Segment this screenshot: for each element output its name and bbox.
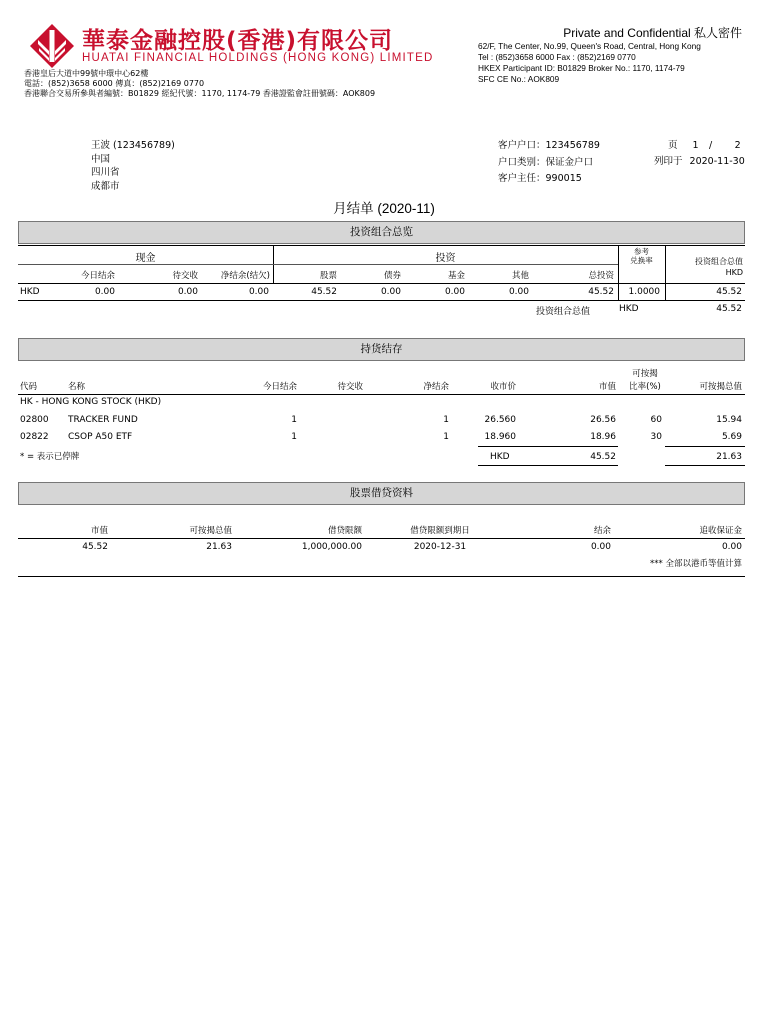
portfolio-summary-currency: HKD — [619, 304, 639, 314]
margin-balance: 0.00 — [590, 542, 611, 552]
customer-province: 四川省 — [91, 167, 120, 178]
portfolio-summary-value: 45.52 — [716, 304, 742, 314]
divider — [665, 465, 745, 466]
holding-net-balance: 1 — [443, 415, 449, 425]
col-close-price: 收市价 — [490, 382, 516, 392]
divider — [18, 283, 745, 284]
divider — [18, 576, 745, 577]
address-line: 香港聯合交易所參與者編號：B01829 經紀代號：1170, 1174-79 香港證監會註冊號碼：AOK809 — [24, 89, 376, 98]
holding-code: 02822 — [20, 432, 49, 442]
holding-close-price: 18.960 — [484, 432, 516, 442]
holding-market-value: 26.56 — [590, 415, 616, 425]
company-address-cn — [24, 69, 375, 99]
print-date-row — [654, 155, 745, 169]
holdings-group-label: HK - HONG KONG STOCK (HKD) — [20, 397, 162, 407]
col-others: 其他 — [511, 271, 529, 281]
company-name-cn: 華泰金融控股(香港)有限公司 — [82, 28, 394, 54]
col-today-balance: 今日结余 — [262, 382, 297, 392]
margin-info-header: 股票借贷资料 — [18, 482, 745, 505]
print-date-label: 列印于 — [654, 156, 683, 167]
fx-rate-header-line1: 参考 — [634, 247, 649, 256]
divider — [18, 300, 745, 301]
holdings-header: 持货结存 — [18, 338, 745, 361]
col-net-balance: 净结余 — [423, 382, 449, 392]
holding-today-balance: 1 — [291, 432, 297, 442]
margin-market-value: 45.52 — [82, 542, 108, 552]
account-label: 客户户口： — [498, 140, 546, 151]
holding-today-balance: 1 — [291, 415, 297, 425]
divider — [665, 446, 745, 447]
cash-header: 现金 — [135, 253, 156, 264]
value-funds: 0.00 — [444, 287, 465, 297]
holding-close-price: 26.560 — [484, 415, 516, 425]
col-bonds: 债券 — [383, 271, 401, 281]
col-pending: 待交收 — [337, 382, 363, 392]
portfolio-total-header — [665, 256, 743, 278]
value-total-investment: 45.52 — [588, 287, 614, 297]
page-label: 页 — [668, 140, 678, 151]
holding-ratio: 30 — [650, 432, 662, 442]
col-total-investment: 总投资 — [588, 271, 614, 281]
portfolio-row-currency: HKD — [20, 287, 40, 297]
account-number: 123456789 — [545, 140, 600, 151]
suspended-footnote: * = 表示已停牌 — [20, 452, 80, 462]
value-net-balance: 0.00 — [248, 287, 269, 297]
address-line: 香港皇后大道中99號中環中心62樓 — [24, 69, 149, 78]
holding-marginable-total: 15.94 — [716, 415, 742, 425]
col-marginable-total: 可按揭总值 — [699, 382, 742, 392]
fx-rate-header — [618, 247, 665, 265]
customer-country: 中国 — [91, 153, 111, 165]
divider — [478, 446, 618, 447]
company-name-en: HUATAI FINANCIAL HOLDINGS (HONG KONG) LIMITED — [82, 52, 434, 64]
officer-label: 客户主任： — [498, 173, 546, 184]
col-marginable-total: 可按揭总值 — [189, 526, 232, 536]
col-stocks: 股票 — [319, 271, 337, 281]
divider — [18, 538, 745, 539]
col-ratio: 比率(%) — [629, 382, 661, 392]
margin-marginable-total: 21.63 — [206, 542, 232, 552]
col-name: 名称 — [68, 382, 86, 392]
address-line: SFC CE No.: AOK809 — [478, 74, 560, 84]
company-logo-icon — [30, 24, 74, 68]
holding-ratio: 60 — [650, 415, 662, 425]
page-current: 1 — [692, 140, 699, 151]
investment-header: 投资 — [435, 253, 456, 264]
officer-value: 990015 — [545, 173, 582, 184]
portfolio-total-header-line1: 投资组合总值 — [695, 257, 743, 266]
customer-name: 王波 (123456789) — [91, 140, 175, 151]
holdings-total-currency: HKD — [490, 452, 510, 462]
col-credit-limit: 借贷限额 — [327, 526, 362, 536]
holding-net-balance: 1 — [443, 432, 449, 442]
fx-rate-header-line2: 兑换率 — [630, 256, 653, 265]
value-bonds: 0.00 — [380, 287, 401, 297]
holding-code: 02800 — [20, 415, 49, 425]
print-date: 2020-11-30 — [689, 156, 745, 167]
holdings-total-marginable: 21.63 — [716, 452, 742, 462]
company-address-en — [478, 41, 701, 85]
divider — [478, 465, 618, 466]
value-others: 0.00 — [508, 287, 529, 297]
margin-credit-limit: 1,000,000.00 — [301, 542, 362, 552]
account-type-label: 户口类别： — [498, 156, 546, 168]
holding-name: TRACKER FUND — [68, 415, 138, 425]
account-type-value: 保证金户口 — [545, 156, 594, 168]
margin-limit-expiry: 2020-12-31 — [413, 542, 467, 552]
value-fx-rate: 1.0000 — [628, 287, 660, 297]
value-today-balance: 0.00 — [94, 287, 115, 297]
margin-call: 0.00 — [721, 542, 742, 552]
address-line: HKEX Participant ID: B01829 Broker No.: 1170, 1174-79 — [478, 63, 685, 73]
portfolio-summary-header: 投资组合总览 — [18, 221, 745, 244]
col-pending: 待交收 — [172, 271, 198, 281]
statement-title: 月结单 (2020-11) — [333, 201, 435, 216]
col-net-balance: 净结余(结欠) — [220, 271, 270, 281]
value-pending: 0.00 — [177, 287, 198, 297]
col-market-value: 市值 — [598, 382, 616, 392]
col-code: 代码 — [20, 382, 38, 392]
col-today-balance: 今日结余 — [80, 271, 115, 281]
holding-marginable-total: 5.69 — [721, 432, 742, 442]
col-limit-expiry: 借贷限额到期日 — [410, 526, 470, 536]
col-marginable: 可按揭 — [632, 369, 658, 379]
customer-address — [91, 139, 175, 193]
holding-name: CSOP A50 ETF — [68, 432, 133, 442]
col-margin-call: 追收保证金 — [699, 526, 742, 536]
address-line: 62/F, The Center, No.99, Queen's Road, Central, Hong Kong — [478, 41, 701, 51]
page-total: 2 — [734, 140, 741, 151]
address-line: 電話：(852)3658 6000 傳真：(852)2169 0770 — [24, 79, 205, 88]
hkd-equivalent-note: *** 全部以港币等值计算 — [650, 559, 742, 569]
holding-market-value: 18.96 — [590, 432, 616, 442]
value-portfolio-total: 45.52 — [716, 287, 742, 297]
page-indicator — [668, 139, 741, 153]
col-funds: 基金 — [447, 271, 465, 281]
divider — [18, 245, 745, 246]
col-market-value: 市值 — [90, 526, 108, 536]
value-stocks: 45.52 — [311, 287, 337, 297]
page-separator: / — [708, 140, 713, 151]
portfolio-summary-label: 投资组合总值 — [536, 307, 591, 317]
divider — [18, 394, 745, 395]
holdings-total-market-value: 45.52 — [590, 452, 616, 462]
divider — [18, 264, 618, 265]
account-info — [498, 139, 600, 186]
portfolio-total-header-line2: HKD — [725, 268, 743, 277]
col-balance: 结余 — [593, 526, 611, 536]
address-line: Tel : (852)3658 6000 Fax : (852)2169 0770 — [478, 52, 636, 62]
private-confidential-label: Private and Confidential 私人密件 — [563, 26, 742, 40]
customer-city: 成都市 — [91, 180, 120, 192]
